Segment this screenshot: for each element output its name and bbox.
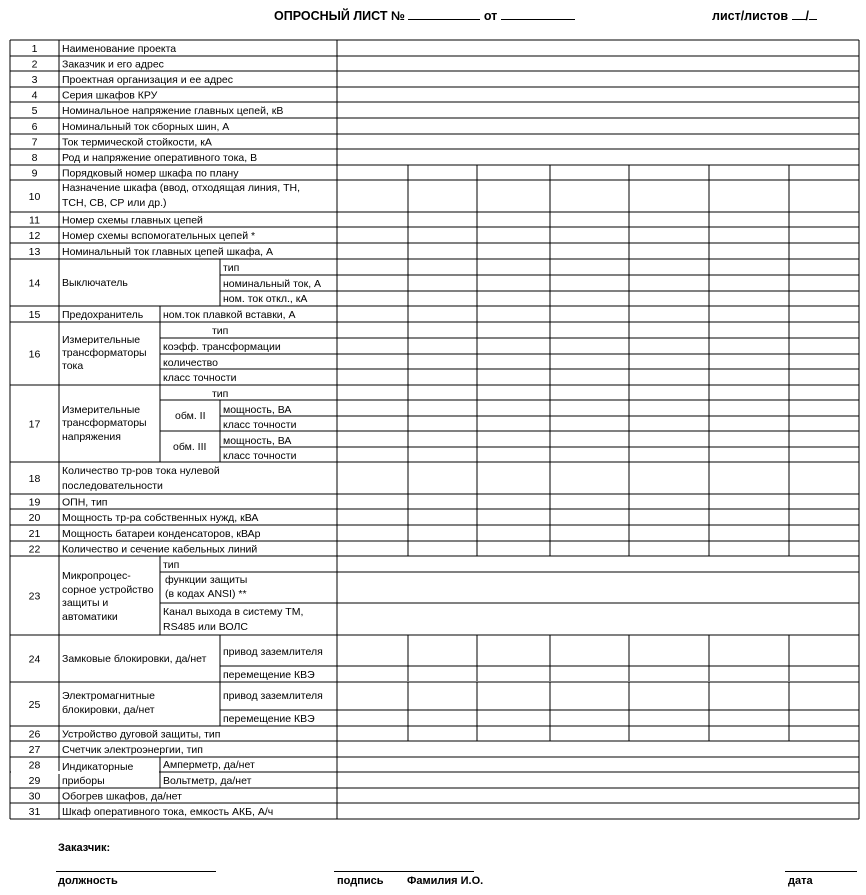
row-label: Измерительные [62,334,141,346]
row-number: 17 [28,418,41,431]
row-number: 11 [29,214,40,227]
row-label: Номер схемы вспомогательных цепей * [62,230,256,242]
row-label: Наименование проекта [62,43,177,55]
row-label: Номинальный ток сборных шин, А [62,121,230,133]
row-label: Счетчик электроэнергии, тип [62,744,203,756]
row-label: напряжения [62,431,121,443]
row-number: 4 [31,89,38,102]
sub-label: функции защиты [165,574,248,586]
row-number: 25 [28,699,41,711]
row-number: 31 [28,806,41,818]
row-number: 18 [28,473,41,485]
sub-label: перемещение КВЭ [223,713,315,725]
row-number: 29 [28,775,41,787]
sub-label: тип [212,388,229,400]
date-label: дата [788,875,813,887]
sub-label: класс точности [223,419,297,431]
winding-label: обм. II [175,410,206,422]
sheets-label: лист/листов [712,9,789,23]
row-label: ОПН, тип [62,496,108,509]
customer-label: Заказчик: [58,842,111,854]
winding-label: обм. III [173,441,207,453]
row-label: Ток термической стойкости, кА [62,136,212,149]
row-number: 21 [28,528,41,540]
sub-label: привод заземлителя [223,690,323,702]
row-label: Измерительные [62,404,141,416]
row-label: Номинальное напряжение главных цепей, кВ [62,105,284,117]
row-label: Мощность тр-ра собственных нужд, кВА [62,512,259,524]
row-number: 27 [28,744,41,756]
row-number: 28 [28,759,41,772]
sub-label: класс точности [163,372,237,384]
row-number: 1 [31,43,38,55]
sub-label: тип [223,262,240,274]
row-label: Микропроцес- [62,570,131,582]
row-label: Электромагнитные [62,690,155,702]
row-label: сорное устройство [62,584,154,596]
sub-label: привод заземлителя [223,646,323,658]
sub-label: RS485 или ВОЛС [163,621,248,633]
row-number: 22 [28,543,41,556]
position-line[interactable] [56,871,216,872]
row-number: 20 [28,512,41,524]
row-label: Порядковый номер шкафа по плану [62,167,239,180]
sub-label: Вольтметр, да/нет [163,775,252,787]
row-label: Род и напряжение оперативного тока, В [62,152,258,164]
sub-label: Амперметр, да/нет [163,759,255,771]
row-label: Проектная организация и ее адрес [62,74,234,86]
row-label: блокировки, да/нет [62,704,155,716]
sheets-sep: / [805,9,809,23]
signature-label: подпись [337,875,384,887]
row-label: Мощность батареи конденсаторов, кВАр [62,528,261,540]
row-number: 23 [28,590,41,603]
position-label: должность [58,875,118,887]
row-label: Обогрев шкафов, да/нет [62,790,182,803]
row-label: автоматики [62,611,118,623]
row-number: 2 [31,58,38,71]
row-number: 6 [31,121,38,133]
sub-label: тип [212,325,229,337]
row-number: 16 [28,348,41,361]
sub-label: Канал выхода в систему ТМ, [163,606,304,618]
row-label: трансформаторы [62,347,147,359]
row-label: Заказчик и его адрес [62,58,164,71]
sub-label: тип [163,559,180,571]
row-label: Номер схемы главных цепей [62,214,203,227]
sub-label: (в кодах ANSI) ** [165,588,247,600]
row-number: 30 [28,790,41,803]
row-label: Выключатель [62,277,128,289]
row-label: Индикаторные [62,761,134,773]
row-number: 26 [28,728,41,741]
row-label: ТСН, СВ, СР или др.) [62,197,167,209]
sub-label: коэфф. трансформации [163,341,281,353]
row-label: последовательности [62,480,163,492]
row-label: Устройство дуговой защиты, тип [62,728,221,741]
name-label: Фамилия И.О. [407,875,484,887]
sub-label: ном.ток плавкой вставки, А [163,309,296,321]
row-number: 5 [31,105,38,117]
row-number: 14 [28,277,41,290]
row-label: защиты и [62,597,109,609]
row-label: Назначение шкафа (ввод, отходящая линия, ТН, [62,182,300,194]
row-label: Серия шкафов КРУ [62,89,158,102]
sub-label: мощность, ВА [223,435,292,447]
sub-label: класс точности [223,450,297,462]
row-label: тока [62,360,84,372]
row-label: Шкаф оперативного тока, емкость АКБ, А/ч [62,806,274,818]
sub-label: мощность, ВА [223,404,292,416]
signature-line[interactable] [334,871,474,872]
row-label: Замковые блокировки, да/нет [62,653,207,665]
row-number: 15 [28,309,41,321]
sub-label: ном. ток откл., кА [223,293,308,305]
row-label: трансформаторы [62,417,147,429]
row-label: приборы [62,775,105,787]
date-line[interactable] [785,871,857,872]
row-label: Номинальный ток главных цепей шкафа, А [62,246,274,258]
row-number: 3 [31,74,38,86]
row-number: 12 [28,230,41,242]
row-label: Количество и сечение кабельных линий [62,543,258,556]
sub-label: количество [163,357,218,369]
row-label: Предохранитель [62,309,144,321]
row-number: 7 [31,136,38,149]
sub-label: перемещение КВЭ [223,669,315,681]
from-label: от [483,9,498,23]
row-number: 19 [28,496,41,509]
row-label: Количество тр-ров тока нулевой [62,465,220,477]
form-title: ОПРОСНЫЙ ЛИСТ № [274,9,405,23]
row-number: 9 [31,167,38,180]
row-number: 10 [28,191,41,203]
row-number: 8 [31,152,38,164]
row-number: 24 [28,653,41,666]
row-number: 13 [28,246,41,258]
sub-label: номинальный ток, А [223,278,322,290]
